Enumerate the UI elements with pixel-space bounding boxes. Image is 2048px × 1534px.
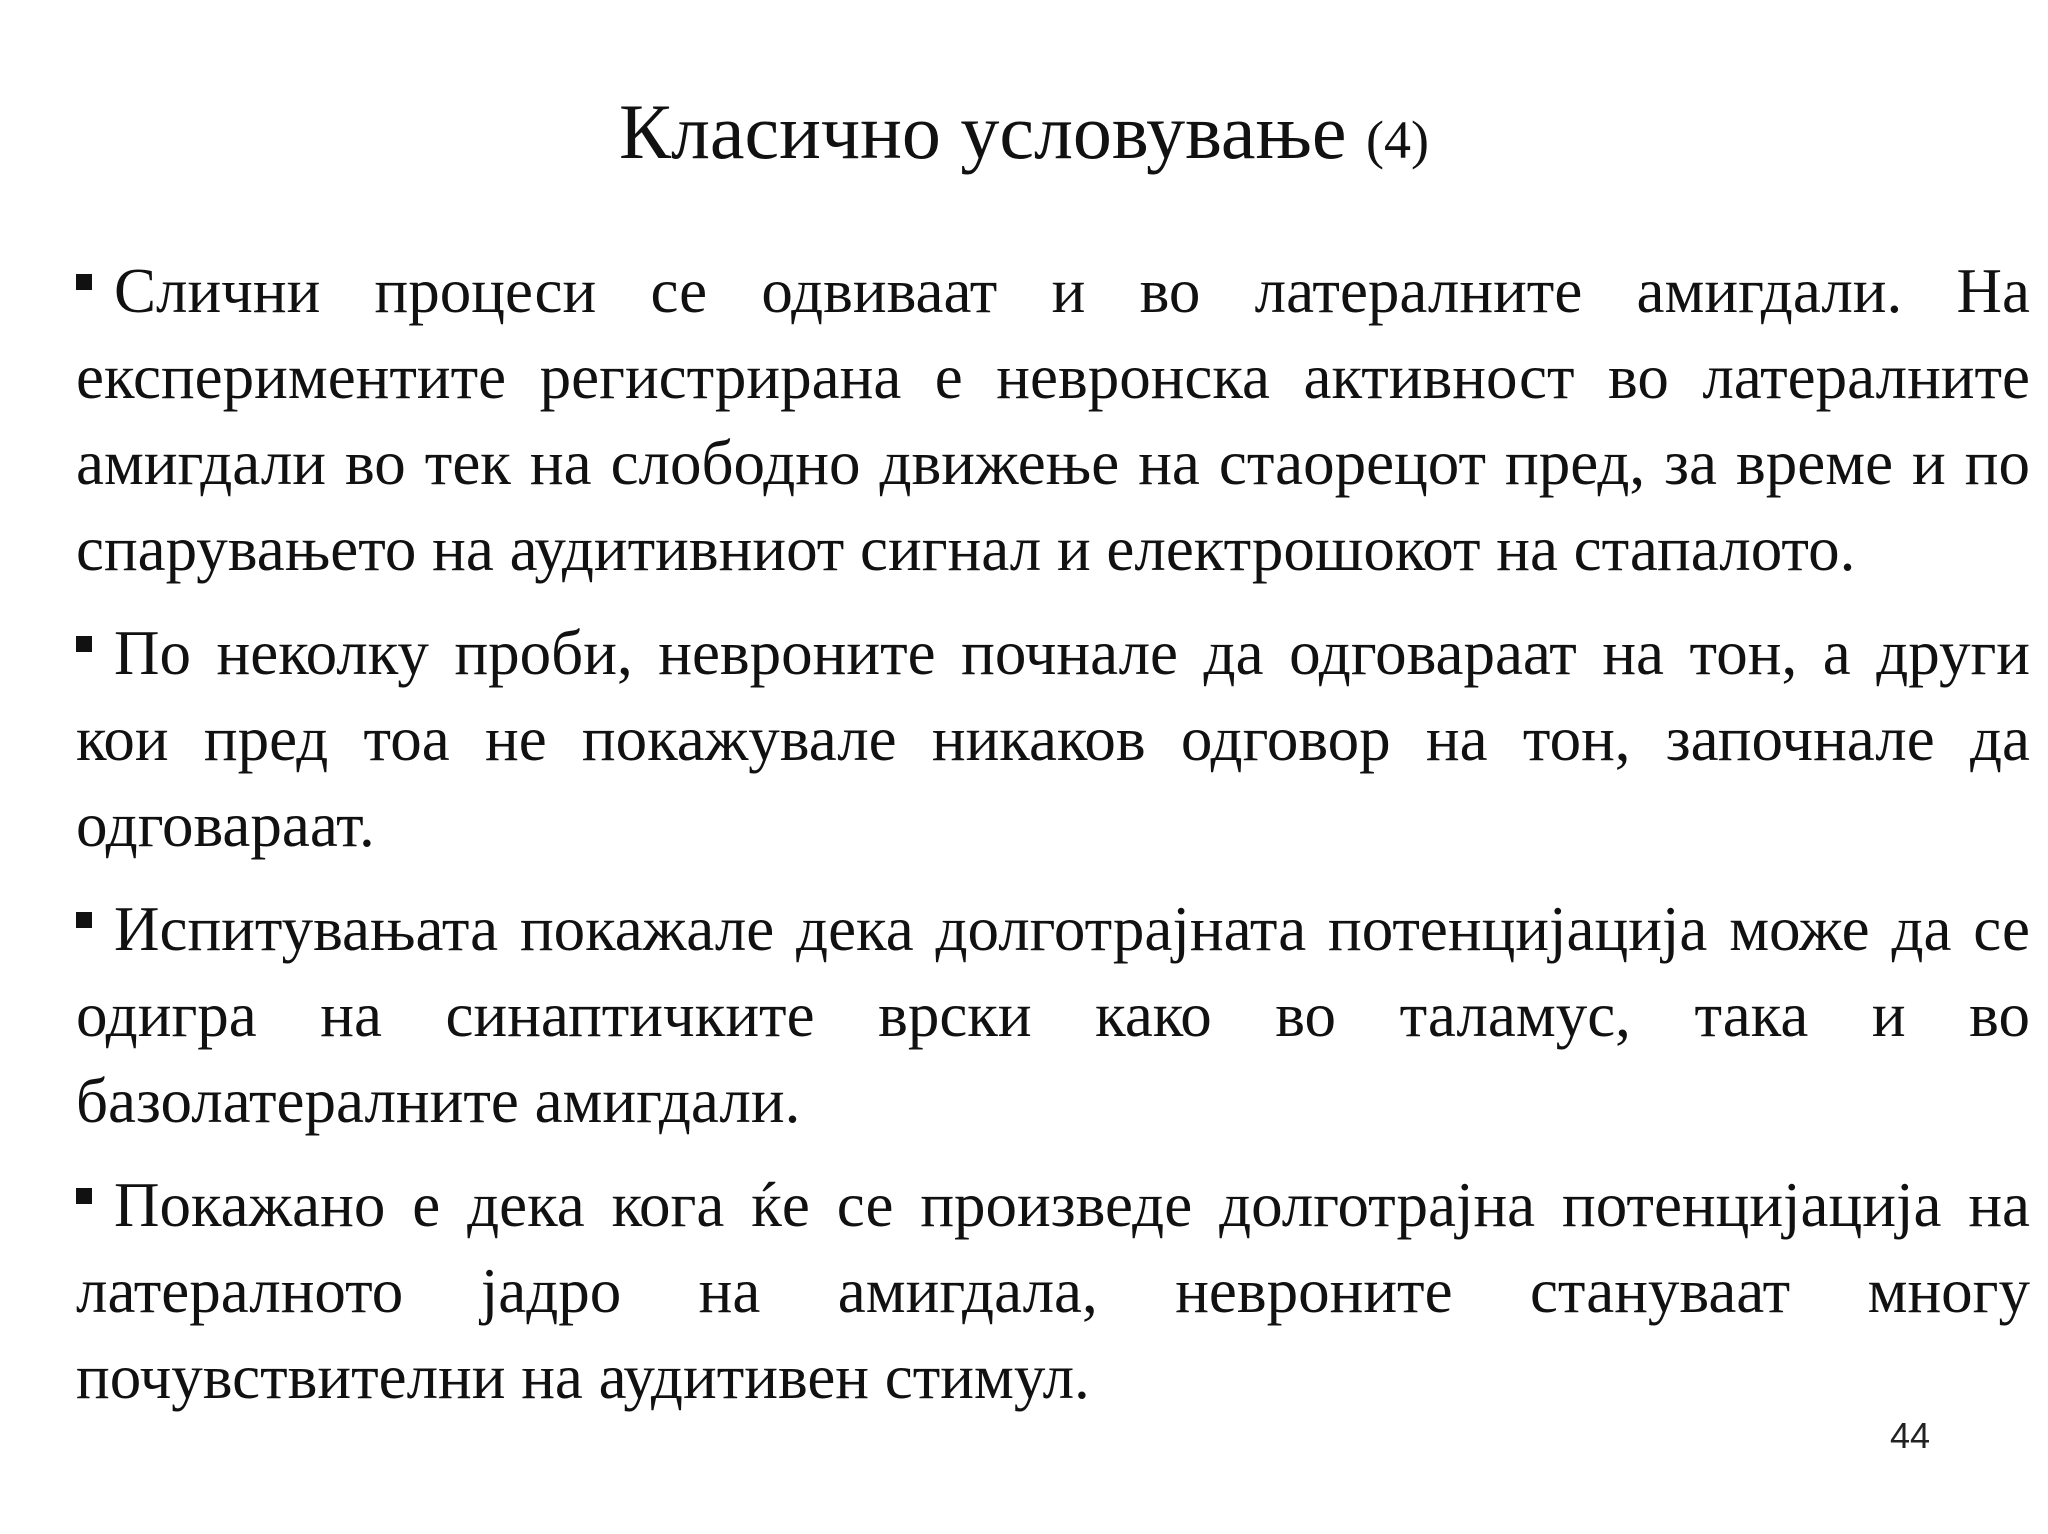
paragraph-text: По неколку проби, невроните почнале да одговараат на тон, а други кои пред тоа не покажувале никаков одговор на тон, започнале да одговараат.	[76, 618, 2030, 860]
square-bullet-icon	[76, 636, 92, 652]
bullet-paragraph-4	[76, 1162, 2030, 1420]
slide-title	[0, 82, 2048, 190]
square-bullet-icon	[76, 912, 92, 928]
bullet-paragraph-3	[76, 886, 2030, 1144]
paragraph-text: Испитувањата покажале дека долготрајната потенцијација може да се одигра на синаптичките врски како во таламус, така и во базолатералните амигдали.	[76, 894, 2030, 1136]
slide-body	[76, 248, 2030, 1438]
square-bullet-icon	[76, 274, 92, 290]
square-bullet-icon	[76, 1188, 92, 1204]
paragraph-text: Покажано е дека кога ќе се произведе долготрајна потенцијација на латералното јадро на амигдала, невроните стануваат многу почувствителни на аудитивен стимул.	[76, 1170, 2030, 1412]
bullet-paragraph-2	[76, 610, 2030, 868]
slide-title-text: Класично условување	[618, 88, 1347, 175]
bullet-paragraph-1	[76, 248, 2030, 592]
page-number: 44	[1890, 1415, 1931, 1456]
slide-title-number: (4)	[1366, 110, 1430, 170]
paragraph-text: Слични процеси се одвиваат и во латералните амигдали. На експериментите регистрирана е невронска активност во латералните амигдали во тек на слободно движење на стаорецот пред, за време и по спарувањето на аудитивниот сигнал и електрошокот на стапалото.	[76, 256, 2030, 584]
